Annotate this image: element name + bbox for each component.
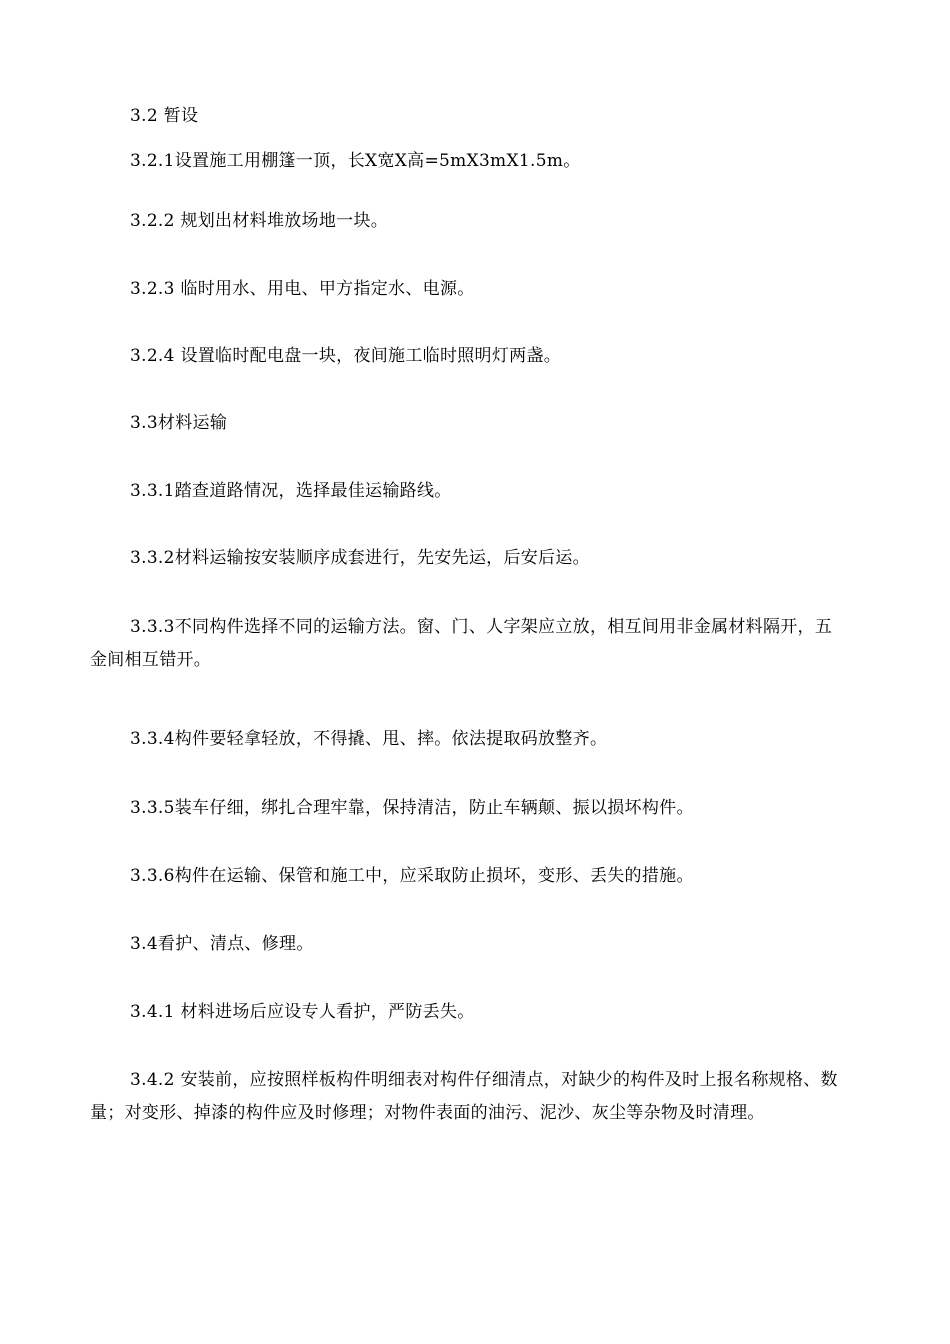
paragraph-3-3-3: 3.3.3不同构件选择不同的运输方法。窗、门、人字架应立放，相互间用非金属材料隔开，五金间相互错开。 <box>90 617 833 670</box>
paragraph-3-2-4: 3.2.4 设置临时配电盘一块，夜间施工临时照明灯两盏。 <box>130 346 562 366</box>
heading-3-4: 3.4看护、清点、修理。 <box>130 934 314 954</box>
paragraph-3-3-2: 3.3.2材料运输按安装顺序成套进行，先安先运，后安后运。 <box>130 548 590 568</box>
heading-3-2: 3.2 暂设 <box>130 106 199 126</box>
paragraph-3-3-4: 3.3.4构件要轻拿轻放，不得撬、甩、摔。依法提取码放整齐。 <box>130 729 608 749</box>
paragraph-3-2-3: 3.2.3 临时用水、用电、甲方指定水、电源。 <box>130 279 475 299</box>
paragraph-3-2-1: 3.2.1设置施工用棚篷一顶，长X宽X高=5mX3mX1.5m。 <box>130 151 581 171</box>
paragraph-3-4-2: 3.4.2 安装前，应按照样板构件明细表对构件仔细清点，对缺少的构件及时上报名称规格、数量；对变形、掉漆的构件应及时修理；对物件表面的油污、泥沙、灰尘等杂物及时清理。 <box>90 1070 838 1123</box>
paragraph-3-3-5: 3.3.5装车仔细，绑扎合理牢靠，保持清洁，防止车辆颠、振以损坏构件。 <box>130 798 694 818</box>
paragraph-3-3-1: 3.3.1踏查道路情况，选择最佳运输路线。 <box>130 481 452 501</box>
paragraph-3-3-6: 3.3.6构件在运输、保管和施工中，应采取防止损坏，变形、丢失的措施。 <box>130 866 694 886</box>
paragraph-3-4-1: 3.4.1 材料进场后应设专人看护，严防丢失。 <box>130 1002 475 1022</box>
paragraph-3-2-2: 3.2.2 规划出材料堆放场地一块。 <box>130 211 389 231</box>
heading-3-3: 3.3材料运输 <box>130 413 228 433</box>
